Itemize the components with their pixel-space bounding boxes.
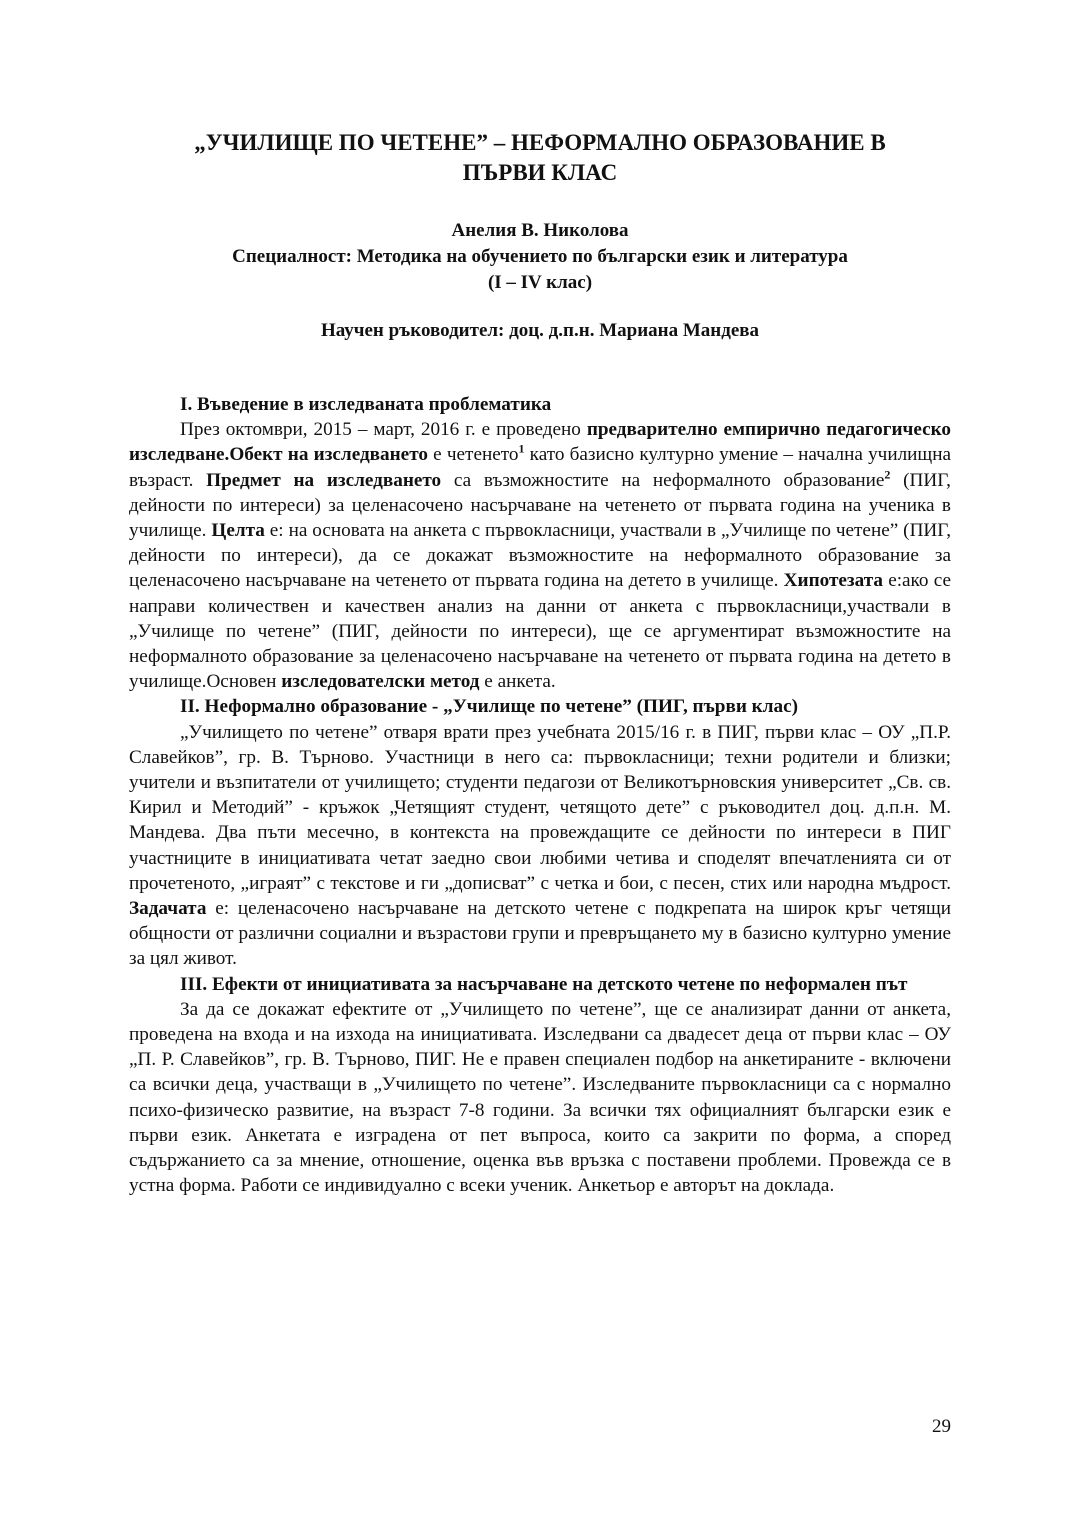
section-2-heading: II. Неформално образование - „Училище по четене” (ПИГ, първи клас): [180, 696, 798, 718]
section-2-paragraph: [129, 720, 951, 972]
section-1-bold-goal: Целта: [211, 520, 265, 542]
section-1-heading: I. Въведение в изследваната проблематика: [180, 394, 552, 415]
paper-title-line-1: „УЧИЛИЩЕ ПО ЧЕТЕНЕ” – НЕФОРМАЛНО ОБРАЗОВАНИЕ В: [194, 130, 886, 155]
author-name: Анелия В. Николова: [451, 220, 629, 241]
section-1-bold-hypothesis: Хипотезата: [783, 570, 883, 592]
section-1-bold-research: предварително емпирично педагогическо изследване.Обект на изследването: [129, 419, 951, 466]
page-number: 29: [932, 1416, 951, 1437]
section-2-text: е: целенасочено насърчаване на детското четене с подкрепата на широк кръг четящи общности от различни социални и възрастови групи и превръщането му в базисно културно умение за цял живот.: [129, 898, 951, 970]
section-3-paragraph: За да се докажат ефектите от „Училището по четене”, ще се анализират данни от анкета, проведена на входа и на изхода на инициативата. Изследвани са двадесет деца от първи клас – ОУ „П. Р. Славейков”, гр. В. Търново, ПИГ. Не е правен специален подбор на анкетираните - включени са всички деца, участващи в „Училището по четене”. Изследваните първокласници са с нормално психо-физическо развитие, на възраст 7-8 години. За всички тях официалният български език е първи език. Анкетата е изградена от пет въпроса, които са закрити по форма, а според съдържанието са за мнение, отношение, оценка във връзка с поставени проблеми. Провежда се в устна форма. Работи се индивидуално с всеки ученик. Анкетьор е авторът на доклада.: [129, 998, 951, 1197]
section-3-heading: III. Ефекти от инициативата за насърчаване на детското четене по неформален път: [180, 973, 908, 995]
section-1-text: е анкета.: [479, 671, 556, 693]
supervisor: Научен ръководител: доц. д.п.н. Мариана Мандева: [320, 320, 760, 341]
section-1-text: През октомври, 2015 – март, 2016 г. е проведено: [180, 419, 587, 441]
section-1-text: са възможностите на неформалното образование: [441, 469, 885, 491]
author-block: [120, 218, 960, 296]
section-1-bold-subject: Предмет на изследването: [206, 469, 442, 491]
paper-title: [120, 128, 960, 188]
author-specialty: Специалност: Методика на обучението по български език и литература: [232, 246, 848, 267]
section-1-paragraph: [129, 417, 951, 694]
author-grades: (I – IV клас): [487, 272, 593, 293]
footnote-marker-1: 1: [518, 442, 525, 457]
section-1-text: (ПИГ, дейности по интереси) за целенасочено насърчаване на четенето от първата година на ученика в училище.: [129, 469, 951, 542]
section-1-bold-method: изследователски метод: [281, 671, 480, 693]
section-1-text: е: на основата на анкета с първокласници, участвали в „Училище по четене” (ПИГ, дейности по интереси), да се докажат възможностите на неформалното образование за целенасочено насърчаване на четенето от първата година на детето в училище.: [129, 520, 952, 592]
paper-title-line-2: ПЪРВИ КЛАС: [462, 160, 618, 185]
footnote-marker-2: 2: [884, 467, 891, 482]
section-1-text: е четенето: [427, 444, 519, 466]
section-2-text: „Училището по четене” отваря врати през учебната 2015/16 г. в ПИГ, първи клас – ОУ „П.Р. Славейков”, гр. В. Търново. Участници в него са: първокласници; техни родители и близки; учители и възпитатели от училището; студенти педагози от Великотърновския университет „Св. св. Кирил и Методий” - кръжок „Четящият студент, четящото дете” с ръководител доц. д.п.н. М. Мандева. Два пъти месечно, в контекста на провеждащите се дейности по интереси в ПИГ участниците в инициативата четат заедно свои любими четива и споделят впечатленията си от прочетеното, „играят” с текстове и ги „дописват” с четка и бои, с песен, стих или народна мъдрост.: [129, 721, 951, 894]
paper-body: [129, 392, 951, 1199]
section-2-bold-task: Задачата: [129, 898, 207, 920]
section-1-text: е:ако се направи количествен и качествен анализ на данни от анкета с първокласници,участвали в „Училище по четене” (ПИГ, дейности по интереси), ще се аргументират възможностите на неформалното образование за целенасочено насърчаване на четенето от първата година на детето в училище.Основен: [129, 570, 951, 693]
section-1-text: като базисно културно умение – начална училищна възраст.: [129, 444, 951, 491]
